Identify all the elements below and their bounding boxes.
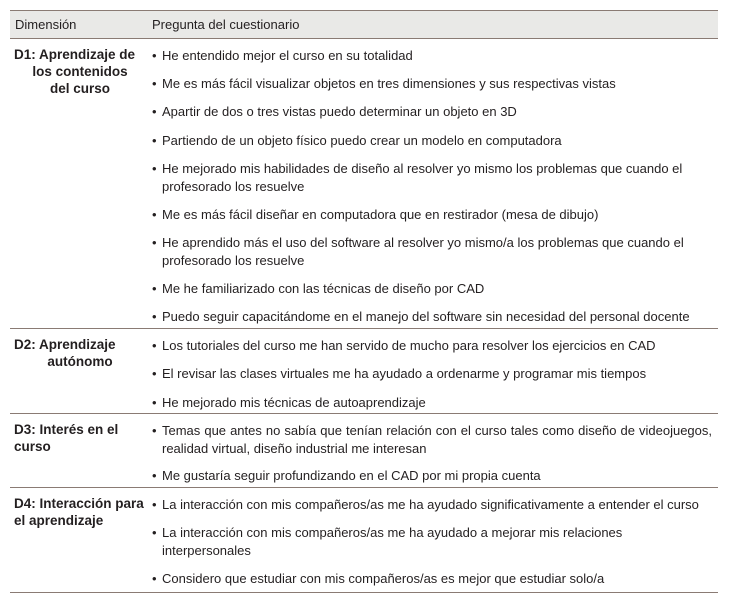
- bullet: •: [152, 235, 157, 250]
- dimension-d1-line-1: D1: Aprendizaje de: [14, 47, 136, 62]
- dimension-d1-line-3: del curso: [49, 81, 111, 96]
- header-question: Pregunta del cuestionario: [152, 17, 300, 32]
- item-text: Me he familiarizado con las técnicas de diseño por CAD: [162, 281, 485, 296]
- dimension-d4-line-2: el aprendizaje: [14, 513, 104, 528]
- dimension-d2: [14, 336, 146, 370]
- list-item: [152, 496, 712, 514]
- bullet: •: [152, 133, 157, 148]
- item-text: Apartir de dos o tres vistas puedo determinar un objeto en 3D: [162, 104, 517, 119]
- dimension-d2-line-2: autónomo: [47, 354, 113, 369]
- dimension-d3-line-1: D3: Interés en el: [14, 422, 119, 437]
- list-item: [152, 103, 712, 121]
- bullet: •: [152, 76, 157, 91]
- list-item: [152, 47, 712, 65]
- list-item: [152, 524, 712, 559]
- dimension-d1-line-2: los contenidos: [32, 64, 128, 79]
- group-divider: [10, 413, 718, 414]
- header-dimension: Dimensión: [15, 17, 77, 32]
- item-text: He mejorado mis técnicas de autoaprendizaje: [162, 395, 426, 410]
- list-item: [152, 234, 712, 269]
- list-item: [152, 365, 712, 383]
- dimension-d3: [14, 421, 146, 455]
- item-text: He mejorado mis habilidades de diseño al resolver yo mismo los problemas que cuando el profesorado los resuelve: [162, 161, 683, 194]
- list-item: [152, 467, 712, 485]
- bullet: •: [152, 497, 157, 512]
- item-text: Temas que antes no sabía que tenían relación con el curso tales como diseño de videojuegos, realidad virtual, diseño industrial me interesan: [162, 423, 712, 456]
- item-text: He entendido mejor el curso en su totalidad: [162, 48, 413, 63]
- item-text: Los tutoriales del curso me han servido de mucho para resolver los ejercicios en CAD: [162, 338, 656, 353]
- item-text: La interacción con mis compañeros/as me ha ayudado significativamente a entender el curso: [162, 497, 699, 512]
- bullet: •: [152, 468, 157, 483]
- item-text: El revisar las clases virtuales me ha ayudado a ordenarme y programar mis tiempos: [162, 366, 647, 381]
- list-item: [152, 75, 712, 93]
- group-divider: [10, 328, 718, 329]
- item-text: Me es más fácil visualizar objetos en tres dimensiones y sus respectivas vistas: [162, 76, 616, 91]
- bullet: •: [152, 395, 157, 410]
- dimension-d1: [14, 46, 146, 97]
- item-text: La interacción con mis compañeros/as me ha ayudado a mejorar mis relaciones interpersonales: [162, 525, 623, 558]
- list-item: [152, 308, 712, 326]
- list-item: [152, 337, 712, 355]
- list-item: [152, 570, 712, 588]
- list-item: [152, 280, 712, 298]
- dimension-d4-line-1: D4: Interacción para: [14, 496, 144, 511]
- bullet: •: [152, 423, 157, 438]
- item-text: He aprendido más el uso del software al resolver yo mismo/a los problemas que cuando el profesorado los resuelve: [162, 235, 684, 268]
- list-item: [152, 422, 712, 457]
- item-text: Me gustaría seguir profundizando en el CAD por mi propia cuenta: [162, 468, 541, 483]
- bullet: •: [152, 309, 157, 324]
- list-item: [152, 160, 712, 195]
- bullet: •: [152, 161, 157, 176]
- bullet: •: [152, 525, 157, 540]
- bullet: •: [152, 366, 157, 381]
- table-header: [10, 10, 718, 39]
- bullet: •: [152, 281, 157, 296]
- dimension-d2-line-1: D2: Aprendizaje: [14, 337, 116, 352]
- item-text: Puedo seguir capacitándome en el manejo del software sin necesidad del personal docente: [162, 309, 690, 324]
- table-bottom-rule: [10, 592, 718, 593]
- item-text: Partiendo de un objeto físico puedo crear un modelo en computadora: [162, 133, 562, 148]
- bullet: •: [152, 571, 157, 586]
- list-item: [152, 206, 712, 224]
- bullet: •: [152, 104, 157, 119]
- dimension-d3-line-2: curso: [14, 439, 51, 454]
- bullet: •: [152, 338, 157, 353]
- item-text: Considero que estudiar con mis compañeros/as es mejor que estudiar solo/a: [162, 571, 605, 586]
- group-divider: [10, 487, 718, 488]
- bullet: •: [152, 48, 157, 63]
- list-item: [152, 394, 712, 412]
- item-text: Me es más fácil diseñar en computadora que en restirador (mesa de dibujo): [162, 207, 599, 222]
- dimension-d4: [14, 495, 146, 529]
- bullet: •: [152, 207, 157, 222]
- list-item: [152, 132, 712, 150]
